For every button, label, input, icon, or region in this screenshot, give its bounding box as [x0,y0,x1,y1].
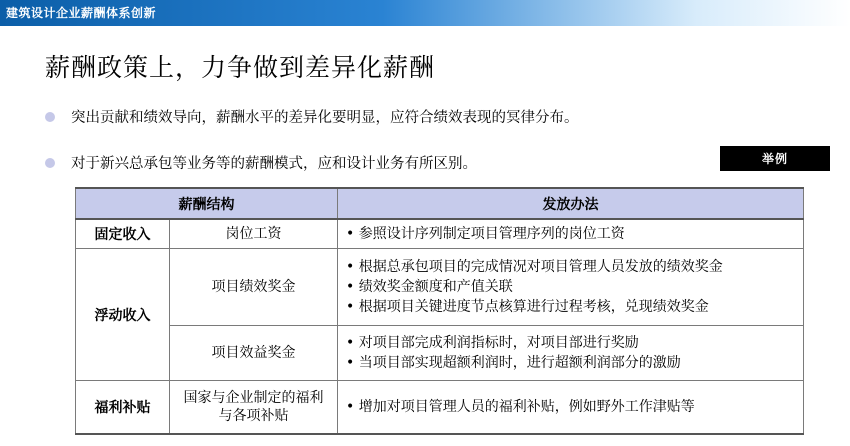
bullet-dot-icon [45,158,55,168]
method-line: • 增加对项目管理人员的福利补贴，例如野外工作津贴等 [346,399,695,415]
category-cell: 福利补贴 [76,381,170,435]
method-line: • 根据项目关键进度节点核算进行过程考核，兑现绩效奖金 [346,299,709,315]
bullet-item [45,106,579,127]
method-cell [338,249,804,326]
method-cell [338,326,804,381]
table-row-project-performance [76,249,804,326]
item-line: 国家与企业制定的福利 [183,390,324,406]
bullet-dot-icon [45,112,55,122]
item-line: 与各项补贴 [218,408,289,424]
page-title: 薪酬政策上，力争做到差异化薪酬 [45,53,436,82]
bullet-text: 突出贡献和绩效导向，薪酬水平的差异化要明显，应符合绩效表现的冥律分布。 [71,110,579,126]
item-cell: 项目绩效奖金 [170,249,338,326]
method-line: • 根据总承包项目的完成情况对项目管理人员发放的绩效奖金 [346,259,723,275]
column-header-structure: 薪酬结构 [76,188,338,219]
method-line: • 参照设计序列制定项目管理序列的岗位工资 [346,226,625,242]
table-row-project-benefit [76,326,804,381]
header-bar [0,0,850,26]
table-row-fixed-income [76,219,804,249]
item-cell: 项目效益奖金 [170,326,338,381]
method-line: • 当项目部实现超额利润时，进行超额利润部分的激励 [346,355,681,371]
table-row-welfare [76,381,804,435]
salary-structure-table [75,187,804,435]
item-cell [170,381,338,435]
category-cell: 浮动收入 [76,249,170,381]
bullet-text: 对于新兴总承包等业务等的薪酬模式，应和设计业务有所区别。 [71,156,477,172]
table-header-row [76,188,804,219]
category-cell: 固定收入 [76,219,170,249]
bullet-item [45,152,477,173]
column-header-method: 发放办法 [338,188,804,219]
header-title: 建筑设计企业薪酬体系创新 [6,6,157,20]
method-cell [338,381,804,435]
method-line: • 绩效奖金额度和产值关联 [346,279,513,295]
method-cell [338,219,804,249]
example-label: 举例 [720,146,830,171]
item-cell: 岗位工资 [170,219,338,249]
method-line: • 对项目部完成利润指标时，对项目部进行奖励 [346,335,639,351]
